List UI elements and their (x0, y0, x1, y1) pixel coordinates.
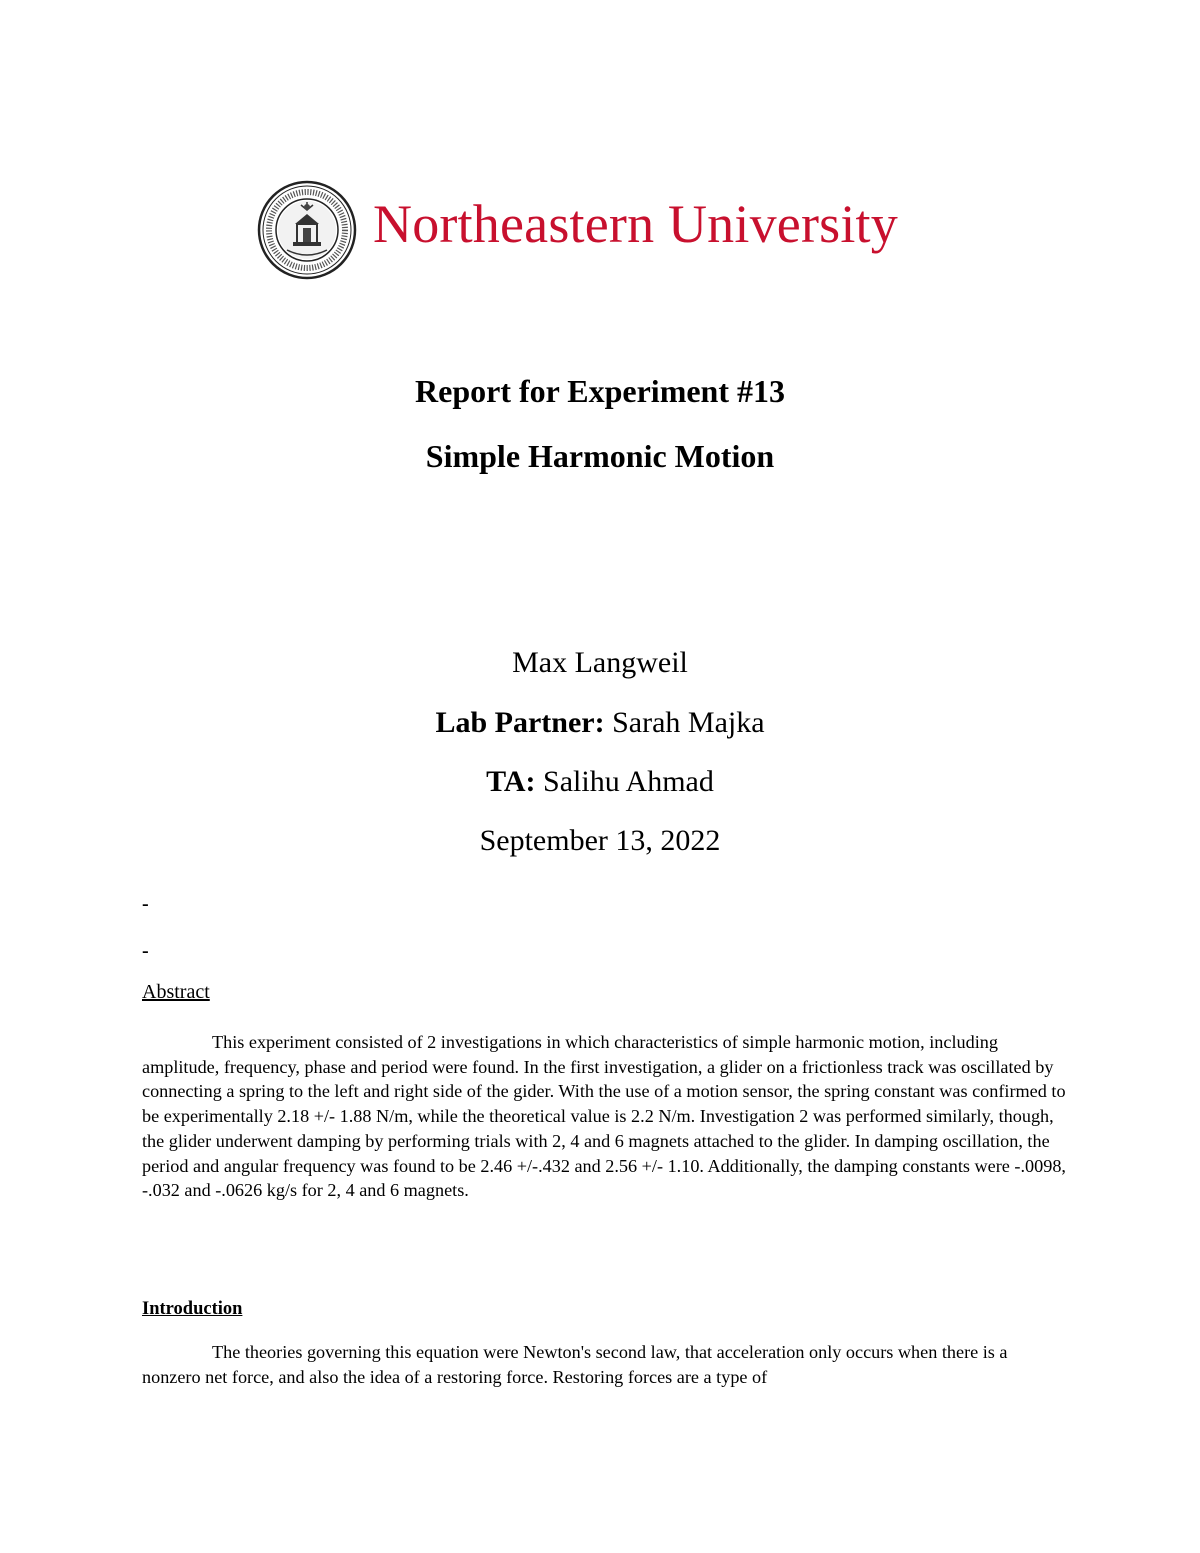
ta-label: TA: (486, 765, 536, 798)
lab-partner-label: Lab Partner: (435, 706, 605, 739)
ta-line (0, 765, 1200, 799)
ta-name: Salihu Ahmad (543, 765, 714, 798)
abstract-heading: Abstract (142, 981, 210, 1003)
university-logo (257, 180, 947, 282)
report-date: September 13, 2022 (479, 824, 721, 857)
university-seal-icon (257, 180, 357, 280)
introduction-paragraph: The theories governing this equation were Newton's second law, that acceleration only occurs when there is a nonzero net force, and also the idea of a restoring force. Restoring forces are a type of (142, 1342, 1008, 1387)
introduction-heading: Introduction (142, 1299, 243, 1319)
university-wordmark: Northeastern University (373, 194, 898, 254)
report-title: Report for Experiment #13 (415, 373, 785, 409)
list-dash: - (142, 940, 149, 962)
abstract-paragraph: This experiment consisted of 2 investigations in which characteristics of simple harmonic motion, including amplitude, frequency, phase and period were found. In the first investigation, a glider on a frictionless track was oscillated by connecting a spring to the left and right side of the gider. With the use of a motion sensor, the spring constant was confirmed to be experimentally 2.18 +/- 1.88 N/m, while the theoretical value is 2.2 N/m. Investigation 2 was performed similarly, though, the glider underwent damping by performing trials with 2, 4 and 6 magnets attached to the glider. In damping oscillation, the period and angular frequency was found to be 2.46 +/-.432 and 2.56 +/- 1.10. Additionally, the damping constants were -.0098, -.032 and -.0626 kg/s for 2, 4 and 6 magnets. (142, 1032, 1066, 1201)
list-dash: - (142, 893, 149, 915)
author-name: Max Langweil (512, 646, 688, 679)
lab-partner-name: Sarah Majka (612, 706, 765, 739)
report-subtitle: Simple Harmonic Motion (425, 438, 775, 474)
lab-partner-line (0, 706, 1200, 740)
